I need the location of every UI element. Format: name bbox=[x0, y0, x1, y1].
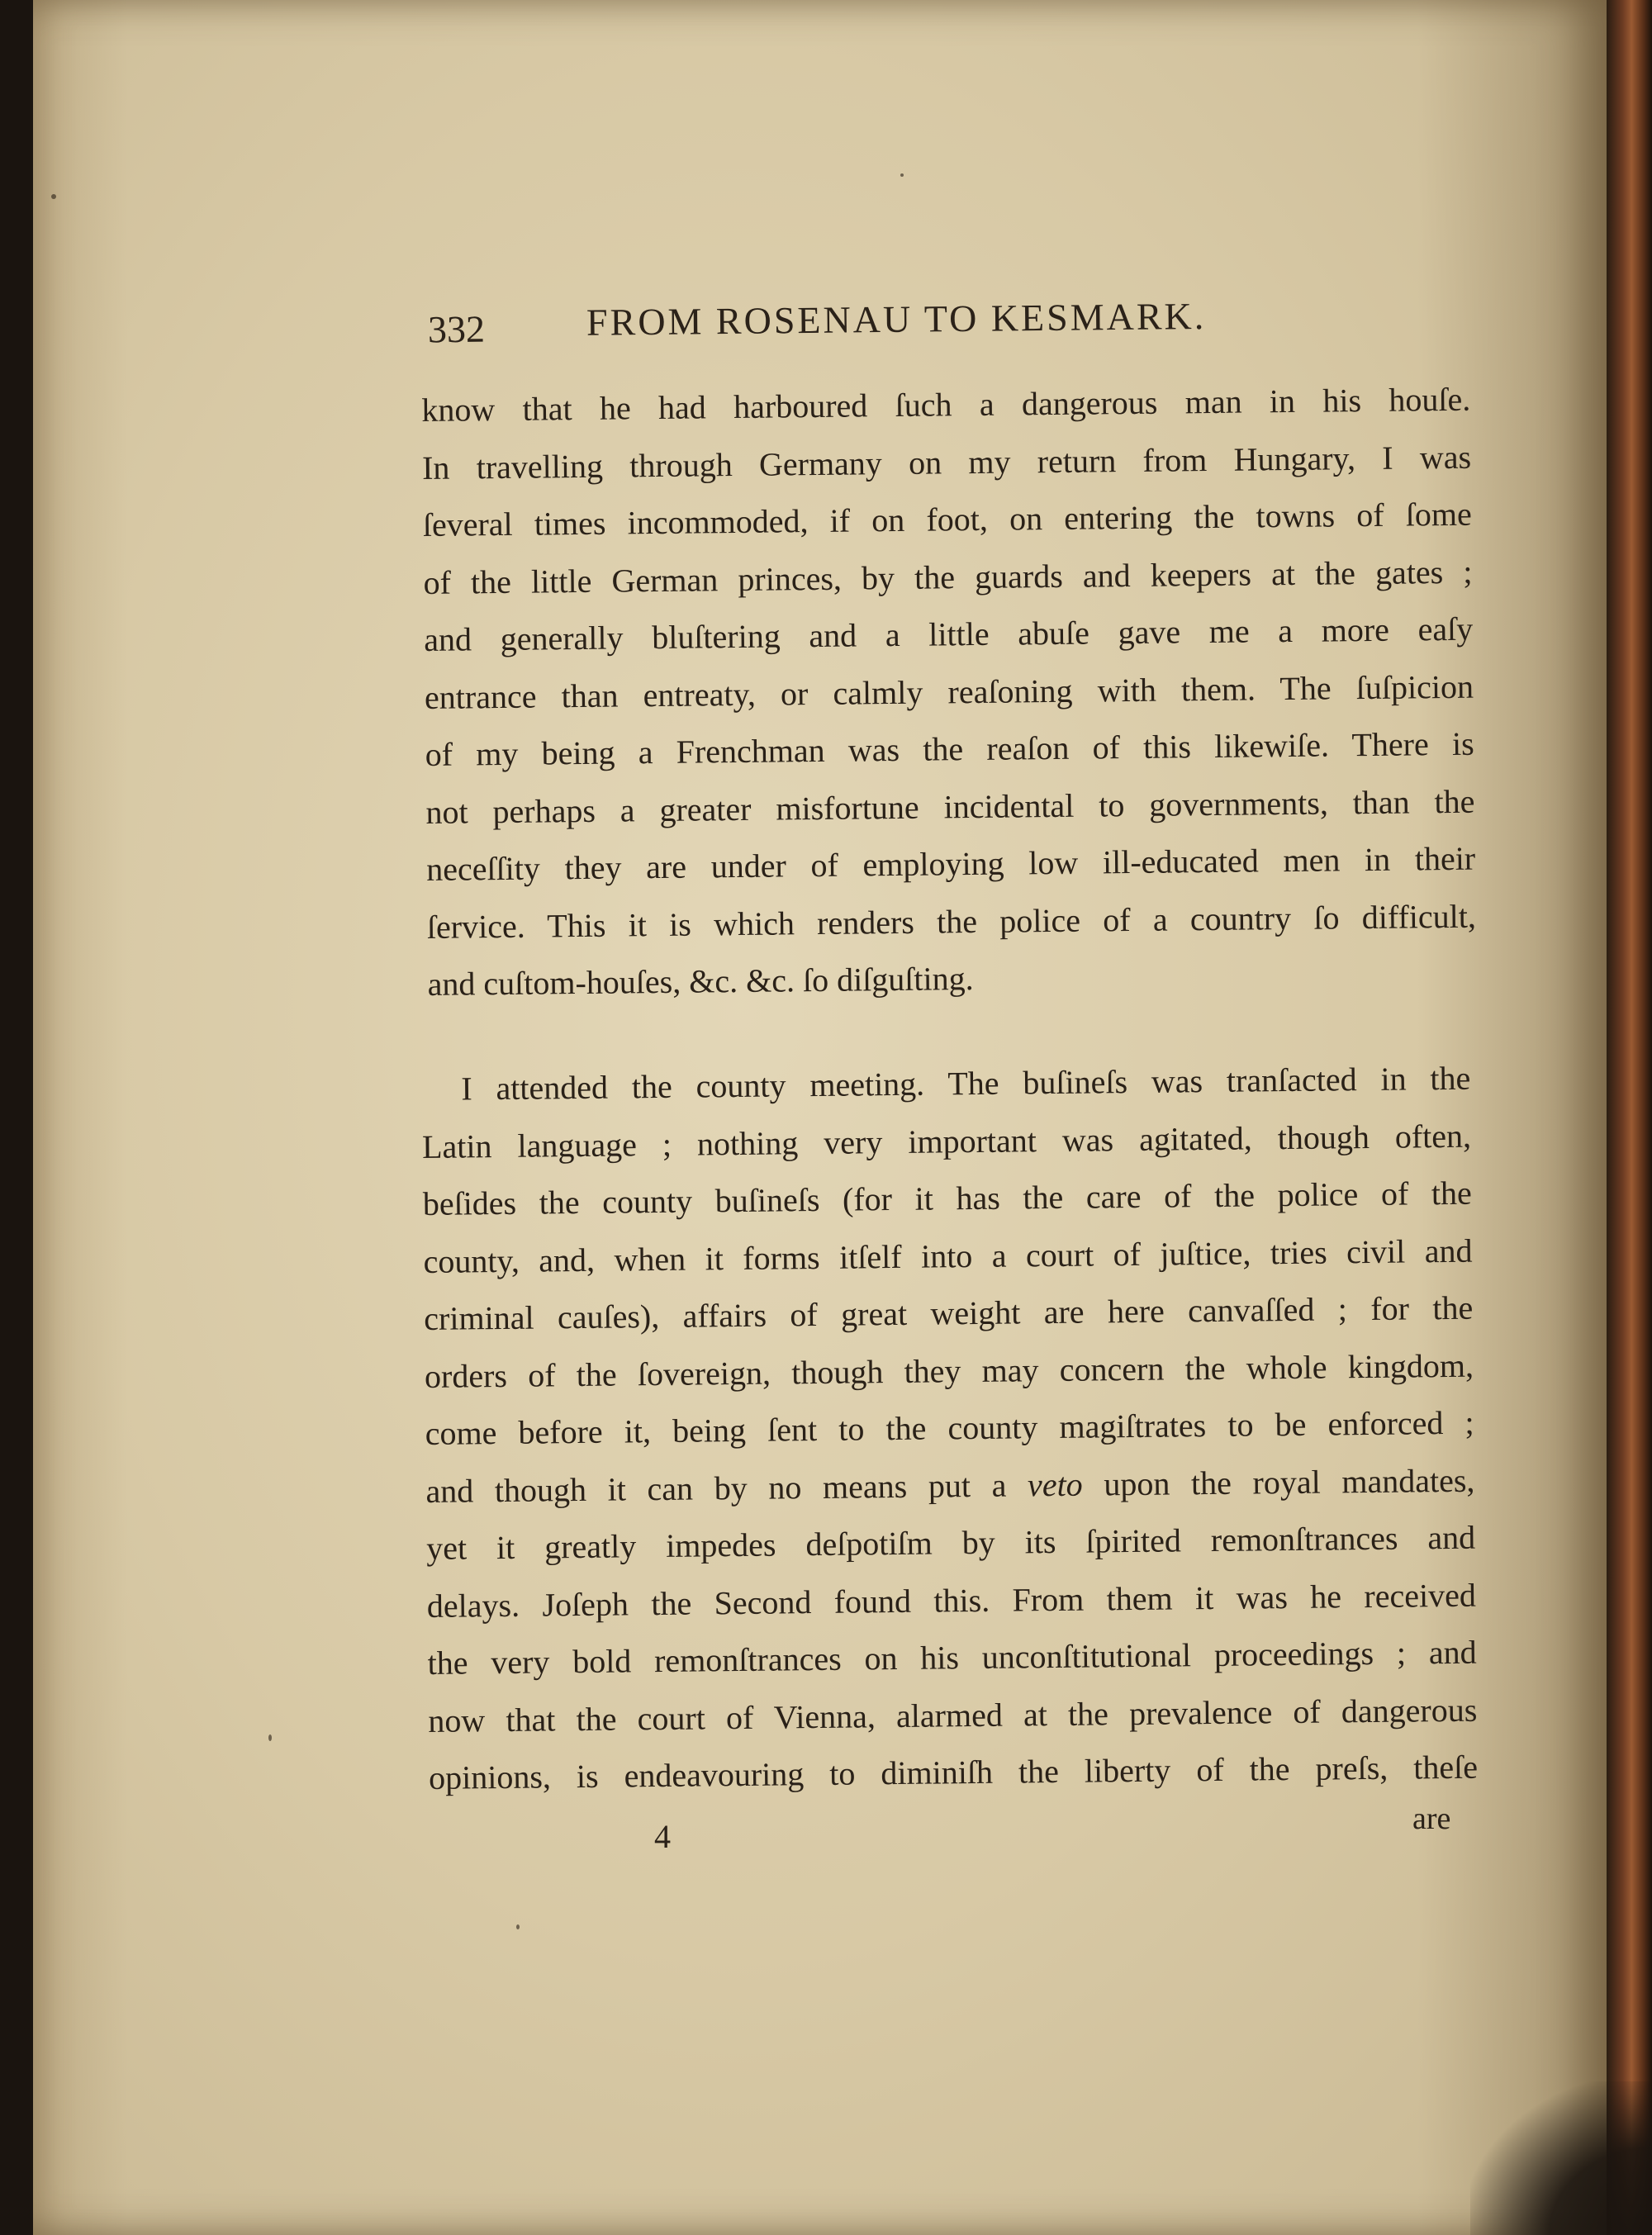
italic-word: veto bbox=[1027, 1465, 1083, 1503]
text-line: and generally bluſtering and a little abuſe gave me a more eaſy bbox=[424, 610, 1474, 658]
text-line: and cuſtom-houſes, &c. &c. ſo diſguſting. bbox=[427, 960, 974, 1003]
text-line: the very bold remonſtrances on his unconſtitutional proceedings ; and bbox=[427, 1633, 1477, 1682]
running-head bbox=[430, 292, 1338, 346]
signature-mark: 4 bbox=[654, 1818, 671, 1855]
text-line: ſeveral times incommoded, if on foot, on entering the towns of ſome bbox=[422, 495, 1472, 543]
text-line: I attended the county meeting. The buſineſs was tranſacted in the bbox=[461, 1059, 1471, 1108]
text-line: of my being a Frenchman was the reaſon of this likewiſe. There is bbox=[425, 724, 1474, 773]
text-line: now that the court of Vienna, alarmed at the prevalence of dangerous bbox=[428, 1691, 1478, 1739]
text-line: know that he had harboured ſuch a dangerous man in his houſe. bbox=[421, 380, 1471, 429]
text-line: neceſſity they are under of employing low ill-educated men in their bbox=[425, 839, 1476, 888]
ink-speck bbox=[268, 1734, 272, 1741]
text-line: and though it can by no means put a veto upon the royal mandates, bbox=[425, 1461, 1475, 1510]
catchword: are bbox=[1412, 1801, 1451, 1836]
text-line: ſervice. This it is which renders the police of a country ſo difficult, bbox=[426, 897, 1477, 946]
text-line: In travelling through Germany on my return from Hungary, I was bbox=[421, 438, 1472, 486]
text-line: entrance than entreaty, or calmly reaſoning with them. The ſuſpicion bbox=[424, 667, 1474, 716]
book-gutter bbox=[1607, 0, 1652, 2235]
paragraph-2 bbox=[421, 1050, 1478, 1807]
text-line: criminal cauſes), affairs of great weight are here canvaſſed ; for the bbox=[424, 1288, 1474, 1337]
text-line: opinions, is endeavouring to diminiſh the liberty of the preſs, theſe bbox=[428, 1748, 1479, 1796]
text-line: come before it, being ſent to the county magiſtrates to be enforced ; bbox=[425, 1403, 1474, 1452]
text-line: Latin language ; nothing very important was agitated, though often, bbox=[421, 1117, 1472, 1165]
text-line: county, and, when it forms itſelf into a court of juſtice, tries civil and bbox=[423, 1231, 1473, 1280]
text-line: orders of the ſovereign, though they may concern the whole kingdom, bbox=[424, 1346, 1474, 1395]
text-line: not perhaps a greater misfortune incidental to governments, than the bbox=[425, 782, 1475, 831]
page-corner-shadow bbox=[1470, 2081, 1652, 2235]
ink-speck bbox=[51, 194, 56, 199]
running-head-text: FROM ROSENAU TO KESMARK. bbox=[586, 294, 1207, 344]
ink-speck bbox=[516, 1924, 520, 1929]
text-line: of the little German princes, by the guards and keepers at the gates ; bbox=[423, 553, 1473, 601]
page-number: 332 bbox=[427, 307, 486, 351]
text-line: beſides the county buſineſs (for it has the care of the police of the bbox=[422, 1174, 1472, 1222]
paper-sheet bbox=[33, 0, 1607, 2235]
text-line: delays. Joſeph the Second found this. From them it was he received bbox=[426, 1576, 1477, 1625]
paragraph-1 bbox=[421, 371, 1477, 1013]
text-line: yet it greatly impedes deſpotiſm by its ſpirited remonſtrances and bbox=[425, 1518, 1476, 1567]
ink-speck bbox=[900, 173, 904, 177]
